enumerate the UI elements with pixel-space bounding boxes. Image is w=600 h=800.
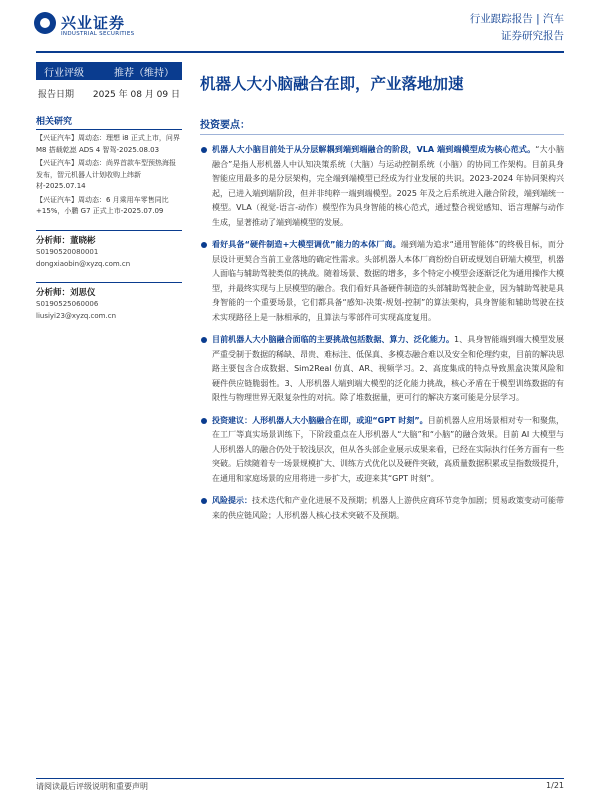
analyst-cert: S0190525060006 [36,299,99,308]
page-number: 1/21 [546,781,564,790]
report-type: 行业跟踪报告 | 汽车 [469,13,564,25]
company-logo [34,12,144,40]
report-dept: 证券研究报告 [501,30,564,42]
analyst-name: 分析师：董晓彬 [36,235,96,246]
analyst-block [36,282,182,322]
point-lead: 目前机器人大小脑融合面临的主要挑战包括数据、算力、泛化能力。 [212,335,455,344]
point-lead: 机器人大小脑目前处于从分层解耦到端到端融合的阶段，VLA 端到端模型成为核心范式。 [212,145,536,154]
related-item[interactable]: 【兴证汽车】周动态：尚界首款车型预热海报发布，智元机器人计划收购上纬新材-2025.07.14 [36,159,176,190]
bullet-icon [201,147,207,153]
bullet-icon [201,498,207,504]
point-body: 1、具身智能端到端大模型发展严重受制于数据的稀缺、昂贵、难标注、低保真、多模态融合难以及安全和伦理约束，目前的解决思路主要包含合成数据、Sim2Real 仿真、AR、视频学习。2、高度集成的特点导致黑盒决策风险和硬件供应链脆弱性。3、人形机器人端到端大模型的泛化能力挑战，核心矛盾在于模型训练数据的有限性与物理世界无限复杂性的对抗。除了堆数据量，更可行的解决方案可能是分层学习。 [212,335,564,402]
logo-english-name: INDUSTRIAL SECURITIES [61,31,135,37]
analyst-block [36,230,182,270]
related-item[interactable]: 【兴证汽车】周动态：理想 i8 正式上市，问界 M8 搭载乾崑 ADS 4 智驾-2025.08.03 [36,134,180,154]
analyst-email[interactable]: dongxiaobin@xyzq.com.cn [36,259,131,268]
investment-point [200,238,564,325]
logo-chinese-name: 兴业证券 [61,14,126,32]
main-content [200,62,564,523]
analyst-name: 分析师：刘思仪 [36,287,96,298]
investment-point [200,143,564,230]
date-value: 2025 年 08 月 09 日 [92,90,180,100]
footer-divider [36,778,564,779]
analyst-cert: S0190520080001 [36,247,99,256]
header-report-info [470,11,564,45]
rating-value: 推荐（维持） [114,67,174,79]
risk-warning [200,494,564,523]
logo-mark-icon [34,12,56,34]
related-research-list [36,133,182,218]
investment-point [200,414,564,487]
analyst-email[interactable]: liusiyi23@xyzq.com.cn [36,311,117,320]
related-item[interactable]: 【兴证汽车】周动态：6 月乘用车零售同比+15%，小鹏 G7 正式上市-2025.07.09 [36,195,169,215]
point-lead: 看好具备“硬件制造+大模型调优”能力的本体厂商。 [212,240,401,249]
investment-point [200,333,564,406]
section-divider [200,134,564,135]
point-body: 端到端为追求“通用智能体”的终极目标，而分层设计更契合当前工业落地的确定性需求。头部机器人本体厂商纷纷自研或规划自研端大模型，机器人面临与辅助驾驶类似的挑战。随着场景、数据的增多，多个特定小模型会逐渐泛化为通用操作大模型，并最终实现与上层模型的融合。我们看好具备硬件制造的头部辅助驾驶企业，因为辅助驾驶是具身智能的一个重要场景，它们都具备“感知-决策-规划-控制”的算法架构，具身智能和辅助驾驶在技术实现路径上是一脉相承的，且算法与零部件可实现高度复用。 [212,240,565,322]
investment-points-heading: 投资要点： [200,120,250,131]
related-research-title: 相关研究 [36,114,182,130]
page-header [0,0,600,50]
footer-disclaimer[interactable]: 请阅读最后评级说明和重要声明 [36,782,148,791]
point-body: 目前机器人应用场景相对专一和聚焦，在工厂等真实场景训练下，下阶段重点在人形机器人“大脑”和“小脑”的融合效果。目前 AI 大模型与人形机器人的融合仍处于较浅层次，但从各头部企业展示成果来看，已经在实际执行任务方面有一些突破。后续随着专一场景规模扩大、训练方式优化以及硬件突破，高质量数据积累或呈指数级提升，在通用和家庭场景的应用将进一步扩大，或迎来其“GPT 时刻”。 [212,415,565,483]
rating-label: 行业评级 [44,67,84,79]
bullet-icon [201,418,207,424]
point-lead: 投资建议：人形机器人大小脑融合在即，或迎“GPT 时刻”。 [212,415,428,425]
point-lead: 风险提示： [212,496,252,505]
sidebar [36,62,182,322]
date-label: 报告日期 [38,90,75,100]
report-date [36,87,182,100]
point-body: 技术迭代和产业化进展不及预期；机器人上游供应商环节竞争加剧；贸易政策变动可能带来的供应链风险；人形机器人核心技术突破不及预期。 [212,496,564,520]
point-body: “大小脑融合”是指人形机器人中认知决策系统（大脑）与运动控制系统（小脑）的协同工作架构。目前具身智能应用最多的是分层架构，完全端到端模型已经成为行业发展的共识。2023-2024 年协同架构兴起，已进入端到端阶段，但并非纯粹一端到端模型。2025 年及之后系统进入融合阶段，端到端统一模型。VLA（视觉-语言-动作）模型作为具身智能的核心范式，通过整合视觉感知、语言理解与动作生成，显著推动了端到端模型的发展。 [212,145,564,227]
page-title: 机器人大小脑融合在即，产业落地加速 [200,75,464,93]
bullet-icon [201,242,207,248]
bullet-icon [201,337,207,343]
header-divider [36,51,564,53]
rating-bar [36,62,182,80]
